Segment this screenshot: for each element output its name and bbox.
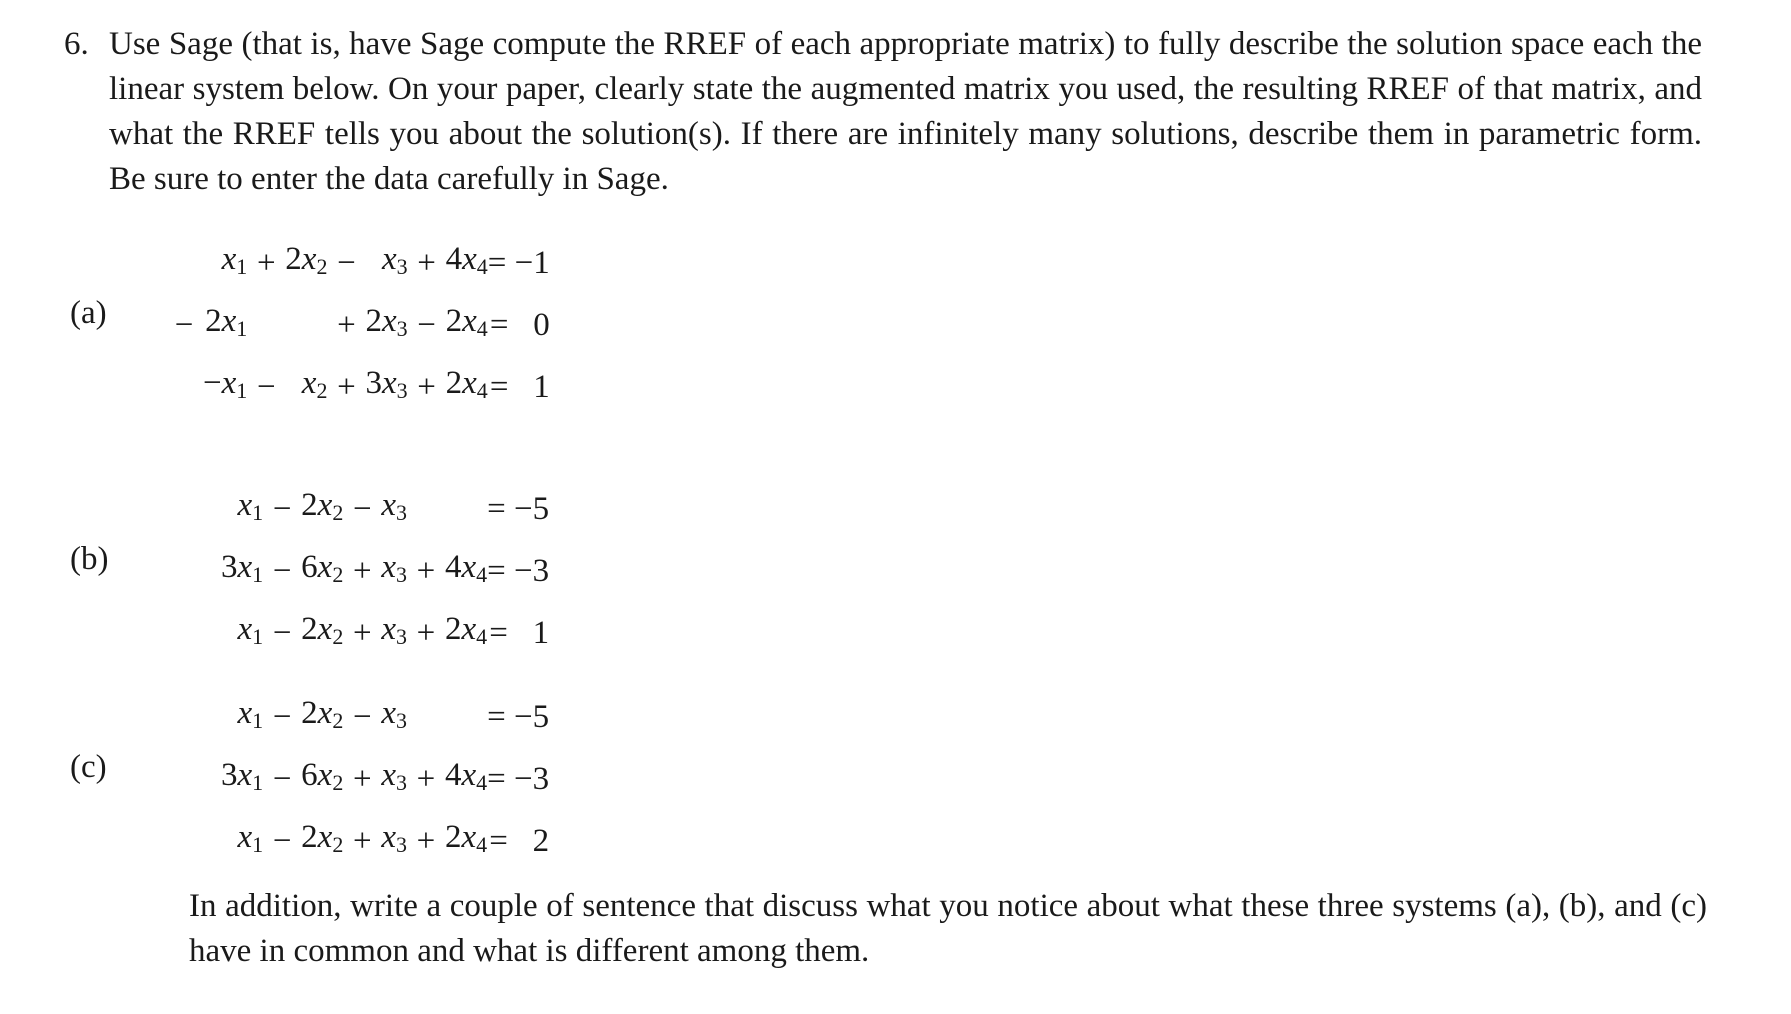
operator: + [416,553,436,589]
variable: x [462,365,477,401]
operator: + [353,553,372,589]
term [445,686,487,748]
operator: − [174,307,194,343]
equation-row [183,540,549,602]
term [301,602,343,664]
variable: x [381,303,397,339]
term [365,232,407,294]
subscript: 4 [476,770,488,795]
subscript: 1 [236,316,248,341]
operator: − [272,823,292,859]
subscript: 3 [395,770,407,795]
equation-rows [183,478,549,664]
equation-table [165,232,550,418]
variable: x [237,757,253,793]
subscript: 1 [236,378,248,403]
coefficient: 3 [221,757,238,793]
coefficient: 2 [301,611,318,647]
operator [407,686,445,748]
equation-row [183,602,549,664]
subscript: 2 [316,378,328,403]
subscript: 2 [332,832,344,857]
subscript: 1 [252,562,264,587]
right-hand-side: = −3 [487,761,550,797]
term [301,540,343,602]
operator [165,232,203,294]
term [301,686,343,748]
right-hand-side: = 1 [489,615,550,651]
term [381,602,407,664]
coefficient: 3 [365,365,382,401]
term [445,810,487,872]
operator [183,602,221,664]
system-label: (a) [70,295,107,331]
equation-table [183,478,549,664]
coefficient: 2 [301,487,318,523]
subscript: 1 [252,624,264,649]
coefficient: 2 [444,819,462,855]
variable: x [462,303,477,339]
term [285,294,327,356]
coefficient: − [203,365,222,401]
variable: x [381,365,397,401]
subscript: 3 [396,378,408,403]
operator [165,356,203,418]
term [446,356,488,418]
variable: x [381,819,396,855]
term [285,232,327,294]
subscript: 3 [395,624,407,649]
term [445,602,487,664]
variable: x [237,549,253,585]
operator: − [256,369,276,405]
equation-row [165,232,550,294]
subscript: 4 [476,254,488,279]
term [365,294,407,356]
variable: x [381,757,396,793]
right-hand-side: = −5 [487,491,550,527]
variable: x [381,549,396,585]
operator: + [353,823,372,859]
term [365,356,407,418]
closing-instruction: In addition, write a couple of sentence that discuss what you notice about what these three systems (a), (b), and (c) have in common and what is different among them. [189,888,1707,969]
term [446,294,488,356]
variable: x [237,819,253,855]
term [221,748,263,810]
term [203,356,247,418]
equation-row [183,810,549,872]
variable: x [381,611,396,647]
operator: + [337,307,356,343]
equation-row [183,748,549,810]
variable: x [461,819,477,855]
operator [183,478,221,540]
operator: − [272,615,292,651]
right-hand-side: = 0 [489,307,550,343]
operator [183,540,221,602]
equation-rows [183,686,549,872]
operator: − [272,761,292,797]
term [221,602,263,664]
variable: x [317,487,333,523]
term [221,478,263,540]
equation-rows [165,232,550,418]
subscript: 3 [395,708,407,733]
system-label: (b) [70,541,109,577]
term [381,810,407,872]
coefficient: 3 [221,549,238,585]
coefficient: 2 [444,611,462,647]
term [301,748,343,810]
right-hand-side: = 2 [489,823,550,859]
coefficient: 4 [444,757,462,793]
subscript: 2 [332,562,344,587]
operator: + [416,761,436,797]
coefficient: 4 [444,549,462,585]
term [221,540,263,602]
coefficient: 2 [445,365,463,401]
equation-row [165,294,550,356]
subscript: 1 [252,500,264,525]
operator [183,748,221,810]
variable: x [461,549,477,585]
term [446,232,488,294]
variable: x [317,611,333,647]
subscript: 3 [396,316,408,341]
subscript: 4 [476,832,488,857]
term [203,294,247,356]
equation-row [183,686,549,748]
subscript: 1 [252,770,264,795]
subscript: 1 [252,708,264,733]
variable: x [237,611,253,647]
operator: + [353,615,372,651]
operator: + [417,245,436,281]
subscript: 3 [395,562,407,587]
operator [247,294,285,356]
equation-row [165,356,550,418]
operator: − [272,699,292,735]
operator: − [272,553,292,589]
variable: x [317,695,333,731]
coefficient: 6 [301,757,318,793]
operator: + [416,823,436,859]
subscript: 4 [476,378,488,403]
term [285,356,327,418]
subscript: 2 [332,770,344,795]
subscript: 2 [316,254,328,279]
operator: + [256,245,276,281]
equation-table [183,686,549,872]
coefficient: 2 [301,819,318,855]
term [445,540,487,602]
term [221,686,263,748]
coefficient: 6 [301,549,318,585]
operator: − [272,491,292,527]
right-hand-side: = −3 [487,553,550,589]
coefficient: 2 [365,303,382,339]
problem-number: 6. [64,26,89,62]
term [445,748,487,810]
right-hand-side: = −5 [487,699,550,735]
term [301,810,343,872]
right-hand-side: = −1 [487,245,550,281]
term [203,232,247,294]
subscript: 4 [476,562,488,587]
operator [183,686,221,748]
coefficient: 2 [285,241,302,277]
subscript: 3 [396,254,408,279]
coefficient: 2 [445,303,463,339]
variable: x [381,487,396,523]
operator: + [337,369,356,405]
operator [407,478,445,540]
coefficient: 4 [445,241,463,277]
subscript: 2 [332,500,344,525]
subscript: 1 [252,832,264,857]
operator: − [417,307,436,343]
operator: − [353,699,372,735]
subscript: 3 [395,832,407,857]
variable: x [461,611,477,647]
variable: x [462,241,477,277]
term [445,478,487,540]
coefficient: 2 [205,303,222,339]
variable: x [221,365,237,401]
operator: − [353,491,372,527]
operator: − [337,245,356,281]
variable: x [317,819,333,855]
variable: x [221,241,237,277]
term [381,686,407,748]
term [221,810,263,872]
variable: x [317,549,333,585]
term [301,478,343,540]
operator [183,810,221,872]
right-hand-side: = 1 [489,369,550,405]
subscript: 2 [332,708,344,733]
equation-row [183,478,549,540]
subscript: 1 [236,254,248,279]
variable: x [301,241,317,277]
operator: + [416,615,436,651]
term [381,540,407,602]
system-label: (c) [70,749,107,785]
variable: x [461,757,477,793]
subscript: 4 [476,316,488,341]
variable: x [221,303,237,339]
subscript: 3 [395,500,407,525]
operator: + [353,761,372,797]
subscript: 4 [476,624,488,649]
variable: x [381,241,397,277]
problem-statement: Use Sage (that is, have Sage compute the RREF of each appropriate matrix) to fully describe the solution space each the linear system below. On your paper, clearly state the augmented matrix you used, the resulting RREF of that matrix, and what the RREF tells you about the solution(s). If there are infinitely many solutions, describe them in parametric form. Be sure to enter the data carefully in Sage. [109,26,1702,197]
term [381,478,407,540]
term [381,748,407,810]
variable: x [237,695,253,731]
variable: x [301,365,317,401]
coefficient: 2 [301,695,318,731]
variable: x [381,695,396,731]
operator: + [417,369,436,405]
variable: x [237,487,253,523]
subscript: 2 [332,624,344,649]
variable: x [317,757,333,793]
